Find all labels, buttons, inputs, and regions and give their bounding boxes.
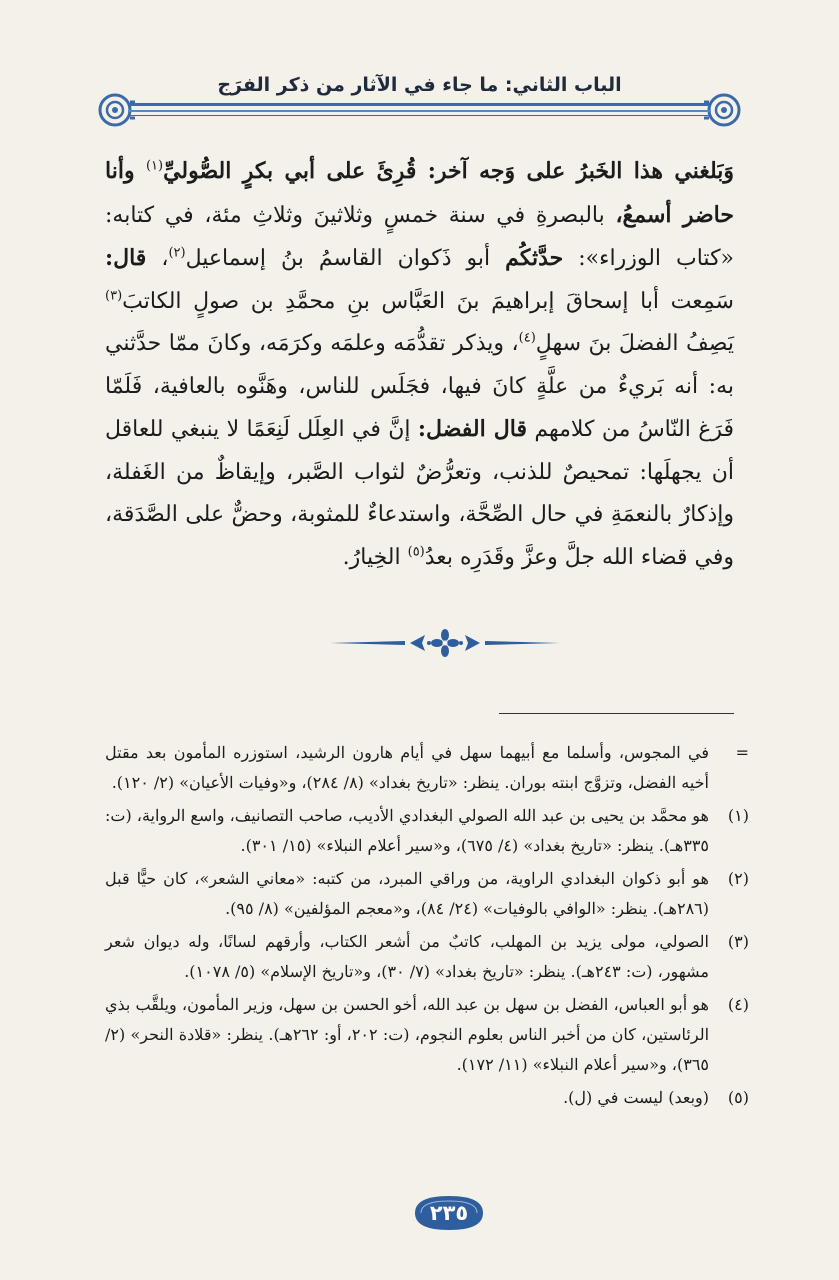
text-run: بالبصرةِ في سنة خمسٍ وثلاثينَ وثلاثِ مئة، في كتابه: «كتاب الوزراء»:: [105, 202, 735, 271]
text-run: يَصِفُ الفضلَ بنَ سهلٍ: [535, 331, 734, 356]
footnote-text: هو أبو ذكوان البغدادي الراوية، من وراقي المبرد، من كتبه: «معاني الشعر»، كان حيًّا قبل (٢٨٦هـ). ينظر: «الوافي بالوفيات» (٢٤/ ٨٤)، و«معجم المؤلفين» (٨/ ٩٥).: [105, 869, 709, 918]
text-run: ،: [146, 246, 169, 271]
footnote-number: (٤): [727, 995, 749, 1014]
footnote-ref[interactable]: (٢): [168, 245, 186, 261]
footnote-text: الصولي، مولى يزيد بن المهلب، كاتبٌ من أشعر الكتاب، وأرقهم لسانًا، وله ديوان شعر مشهور، (ت: ٢٤٣هـ). ينظر: «تاريخ بغداد» (٧/ ٣٠)، و«تاريخ الإسلام» (٥/ ١٠٧٨).: [105, 932, 710, 981]
text-run: الخِيارُ.: [342, 544, 408, 570]
footnote-item: [105, 927, 749, 987]
footnote-text: هو محمَّد بن يحيى بن عبد الله الصولي البغدادي الأديب، صاحب التصانيف، واسع الرواية، (ت: ٣٣٥هـ). ينظر: «تاريخ بغداد» (٤/ ٦٧٥)، و«سير أعلام النبلاء» (١٥/ ٣٠١).: [105, 806, 709, 855]
running-header: [95, 70, 744, 100]
footnote-item: [105, 738, 749, 798]
text-run: وأنا حاضر أسمعُ،: [105, 158, 734, 228]
footnote-number: (٢): [727, 869, 749, 888]
paragraph: [105, 150, 734, 579]
header-rule: [128, 102, 711, 118]
text-run: ، ويذكر تقدُّمَه وعلمَه وكرَمَه، وكانَ ممّا حدَّثني به: أنه بَريءٌ من علَّةٍ كانَ فيها، فجَلَس للناس، وهَنَّوه بالعافية، فَلَمّا فَرَغ النّاسُ من كلامهم: [105, 331, 735, 442]
footnote-ref[interactable]: (٤): [518, 330, 536, 346]
chapter-title: الباب الثاني: ما جاء في الآثار من ذكر الفرَج: [217, 74, 622, 96]
footnote-ref[interactable]: (١): [145, 158, 164, 174]
section-ornament-icon: [330, 625, 560, 661]
footnote-item: [105, 1083, 749, 1113]
footnote-item: [105, 801, 749, 861]
footnote-ref[interactable]: (٥): [407, 544, 425, 560]
text-run: حدَّثكُم: [505, 245, 564, 271]
page-number: ٢٣٥: [429, 1201, 469, 1225]
footnote-item: [105, 990, 749, 1080]
text-run: قال الفضل:: [417, 416, 527, 442]
text-run: وَبَلغني هذا الخَبرُ على وَجه آخر: قُرِئَ على أبي بكرٍ الصُّوليِّ: [163, 158, 734, 184]
footnote-text: في المجوس، وأسلما مع أبيهما سهل في أيام هارون الرشيد، استوزره المأمون بعد مقتل أخيه الفضل، وتزوَّج ابنته بوران. ينظر: «تاريخ بغداد» (٨/ ٢٨٤)، و«وفيات الأعيان» (٢/ ١٢٠).: [105, 743, 709, 792]
footnote-text: هو أبو العباس، الفضل بن سهل بن عبد الله، أخو الحسن بن سهل، وزير المأمون، ويلقَّب بذي الرئاستين، كان من أخبر الناس بعلوم النجوم، (ت: ٢٠٢، أو: ٢٦٢هـ). ينظر: «قلادة النحر» (٢/ ٣٦٥)، و«سير أعلام النبلاء» (١١/ ١٧٢).: [105, 995, 710, 1074]
main-text: [105, 150, 734, 579]
footnote-number: (١): [727, 806, 749, 825]
text-run: أبو ذَكوان القاسمُ بنُ إسماعيل: [185, 246, 506, 271]
footnotes: [105, 738, 749, 1116]
footnote-item: [105, 864, 749, 924]
footnote-number: =: [735, 743, 749, 762]
footnote-ref[interactable]: (٣): [105, 288, 123, 304]
footnote-number: (٥): [727, 1088, 749, 1107]
text-run: سَمِعت أبا إسحاقَ إبراهيمَ بنَ العَبَّاس بنِ محمَّدِ بن صولٍ الكاتبَ: [122, 288, 734, 314]
footnote-separator: [499, 713, 734, 714]
text-run: قال:: [105, 245, 147, 271]
footnote-text: (وبعد) ليست في (ل).: [563, 1088, 709, 1107]
footnote-number: (٣): [727, 932, 749, 951]
text-run: إنَّ في العِلَل لَنِعَمًا لا ينبغي للعاقل أن يجهلَها: تمحيصٌ للذنب، وتعرُّضٌ لثواب الصَّبر، وإيقاظٌ من الغَفلة، وإذكارٌ بالنعمَةِ في حال الصِّحَّة، واستدعاءٌ للمثوبة، وحضٌّ على الصَّدَقة، وفي قضاء الله جلَّ وعزَّ وقَدَرِه بعدُ: [105, 417, 734, 570]
